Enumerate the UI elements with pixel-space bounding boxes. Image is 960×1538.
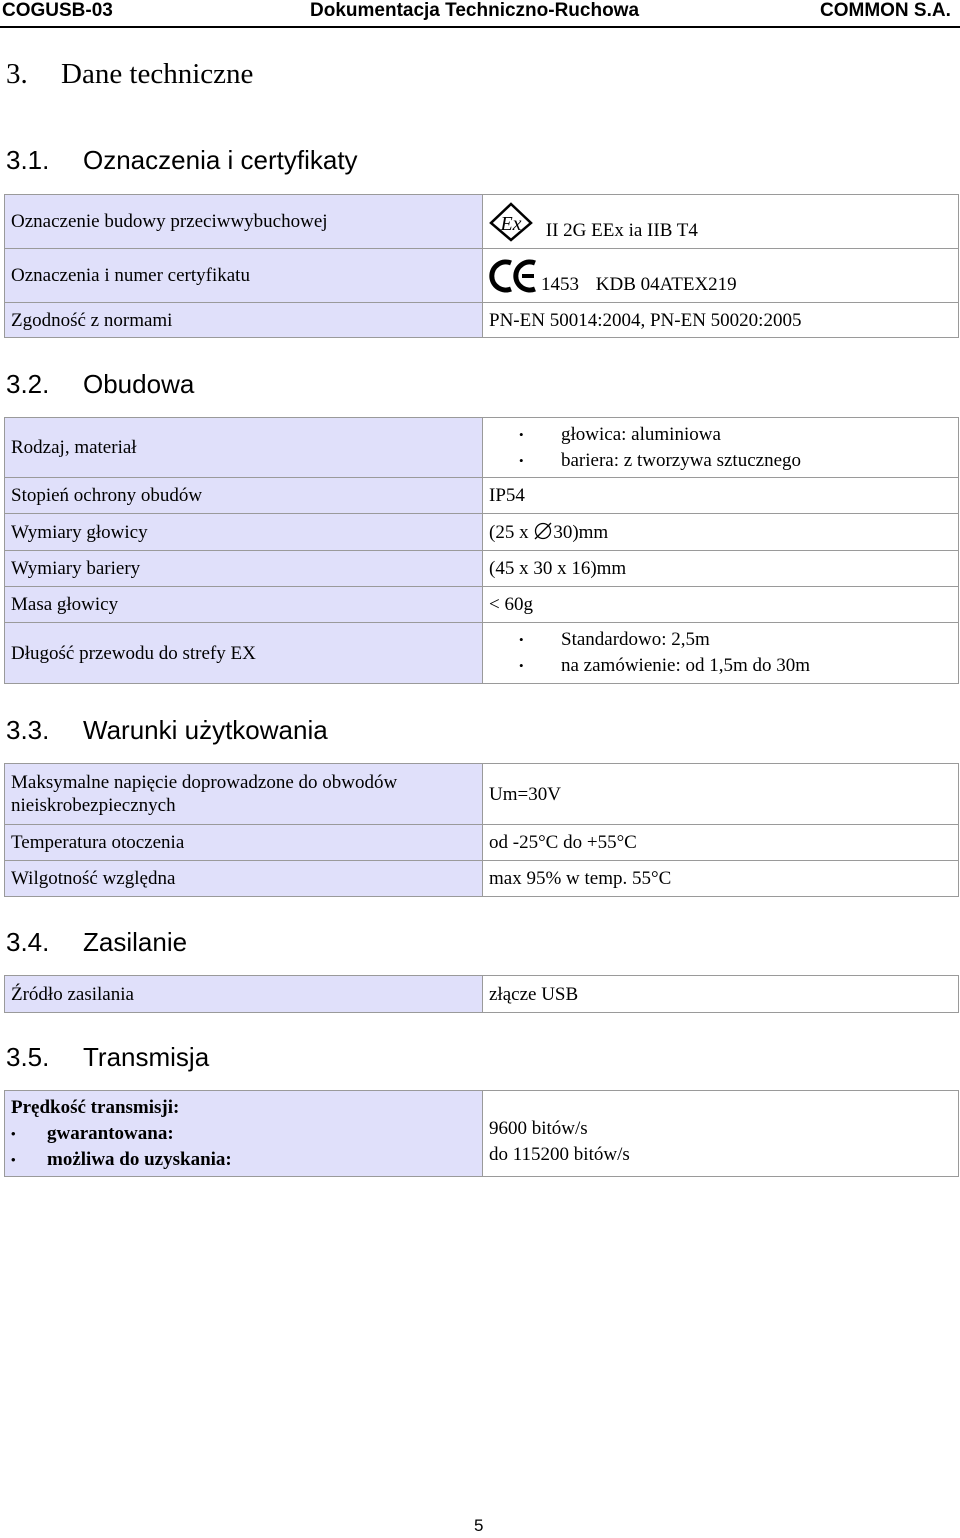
table-row [5,551,959,587]
section-heading [6,56,253,92]
table-row [5,514,959,551]
power-supply-table [4,975,959,1013]
row-value: złącze USB [483,976,959,1013]
row-value: PN-EN 50014:2004, PN-EN 50020:2005 [483,303,959,338]
row-value [483,623,959,684]
subsection-title: Oznaczenia i certyfikaty [83,145,358,175]
subsection-number: 3.2. [6,369,50,399]
subsection-heading-3-4 [6,926,187,958]
row-value: Um=30V [483,764,959,825]
subsection-heading-3-1 [6,144,358,176]
row-label: Oznaczenie budowy przeciwwybuchowej [5,195,483,249]
table-row [5,249,959,303]
transmission-speed-label: Prędkość transmisji: [11,1096,180,1118]
table-row [5,195,959,249]
table-row [5,825,959,861]
row-label: Źródło zasilania [5,976,483,1013]
ce-mark-icon [489,257,541,295]
list-item: • gwarantowana: [11,1121,476,1147]
subsection-heading-3-3 [6,714,328,746]
ex-icon [489,202,533,242]
row-value: Ex II 2G EEx ia IIB T4 [483,195,959,249]
row-value [483,418,959,478]
row-label: Wilgotność względna [5,861,483,897]
header-doc-code: COGUSB-03 [2,0,113,21]
table-row [5,303,959,338]
list-item: • możliwa do uzyskania: [11,1147,476,1173]
table-row [5,587,959,623]
transmission-table [4,1090,959,1177]
table-row [5,1091,959,1177]
row-value: < 60g [483,587,959,623]
list-item: • na zamówienie: od 1,5m do 30m [519,653,952,679]
certificates-table [4,194,959,338]
row-value: IP54 [483,478,959,514]
row-label: Zgodność z normami [5,303,483,338]
header-divider [0,26,960,28]
page-number: 5 [474,1516,484,1535]
row-value: (25 x 30)mm [483,514,959,551]
bullet-list [489,627,952,679]
bullet-list [489,422,952,474]
row-label: Rodzaj, materiał [5,418,483,478]
section-number: 3. [6,58,28,90]
row-value: max 95% w temp. 55°C [483,861,959,897]
diameter-icon [533,521,553,541]
row-label: Stopień ochrony obudów [5,478,483,514]
subsection-heading-3-2 [6,368,194,400]
row-label: Temperatura otoczenia [5,825,483,861]
subsection-title: Obudowa [83,369,195,399]
subsection-title: Transmisja [83,1042,210,1072]
row-label: Maksymalne napięcie doprowadzone do obwodów nieiskrobezpiecznych [5,764,483,825]
subsection-number: 3.3. [6,715,50,745]
housing-table [4,417,959,684]
list-item: • głowica: aluminiowa [519,422,952,448]
operating-conditions-table [4,763,959,897]
table-row [5,478,959,514]
table-row [5,418,959,478]
header-doc-title: Dokumentacja Techniczno-Ruchowa [310,0,640,21]
section-title: Dane techniczne [61,58,254,90]
row-label [5,1091,483,1177]
speed-guaranteed: 9600 bitów/s [489,1117,588,1139]
bullet-list [11,1121,476,1173]
row-label: Wymiary bariery [5,551,483,587]
table-row [5,976,959,1013]
row-label: Długość przewodu do strefy EX [5,623,483,684]
row-label: Masa głowicy [5,587,483,623]
svg-text:Ex: Ex [500,212,522,235]
row-value: 1453 KDB 04ATEX219 [483,249,959,303]
row-label: Wymiary głowicy [5,514,483,551]
row-label: Oznaczenia i numer certyfikatu [5,249,483,303]
subsection-heading-3-5 [6,1041,209,1073]
subsection-number: 3.1. [6,145,50,175]
row-value: (45 x 30 x 16)mm [483,551,959,587]
subsection-title: Zasilanie [83,927,188,957]
header-company: COMMON S.A. [820,0,951,21]
page-header [0,0,960,24]
subsection-number: 3.5. [6,1042,50,1072]
row-value [483,1091,959,1177]
speed-max: do 115200 bitów/s [489,1143,630,1165]
list-item: • bariera: z tworzywa sztucznego [519,448,952,474]
table-row [5,764,959,825]
row-value: od -25°C do +55°C [483,825,959,861]
table-row [5,623,959,684]
table-row [5,861,959,897]
subsection-number: 3.4. [6,927,50,957]
list-item: • Standardowo: 2,5m [519,627,952,653]
subsection-title: Warunki użytkowania [83,715,328,745]
